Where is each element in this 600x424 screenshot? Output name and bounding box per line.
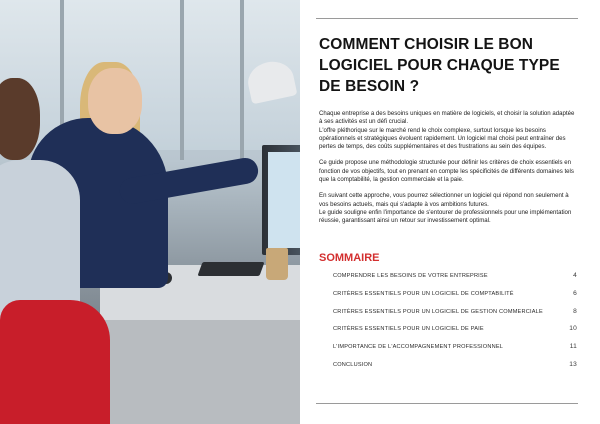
toc-label: COMPRENDRE LES BESOINS DE VOTRE ENTREPRISE	[333, 273, 488, 279]
intro-text	[319, 110, 577, 234]
table-of-contents	[333, 272, 577, 379]
window-mullion	[240, 0, 244, 160]
toc-label: L'IMPORTANCE DE L'ACCOMPAGNEMENT PROFESSIONNEL	[333, 344, 504, 351]
toc-page: 13	[569, 360, 577, 368]
intro-paragraph: Ce guide propose une méthodologie structurée pour définir les critères de choix essentiels en fonction de vos objectifs, tout en prenant en compte les spécificités de différents domaines tels que la comptabilité, la gestion commerciale et la paie.	[319, 159, 574, 184]
bottom-divider	[316, 403, 578, 404]
window-mullion	[180, 0, 184, 160]
intro-paragraph: Chaque entreprise a des besoins uniques en matière de logiciels, et choisir la solution adaptée à ses activités est un défi crucial. L'offre pléthorique sur le marché rend le choix complexe, surtout lorsque les besoins opérationnels et stratégiques évoluent rapidement. Un logiciel mal choisi peut entraîner des pertes de temps, des coûts supplémentaires et des frustrations au sein des équipes.	[319, 110, 575, 151]
toc-page: 4	[573, 272, 577, 279]
red-chair	[0, 300, 110, 424]
intro-paragraph: En suivant cette approche, vous pourrez sélectionner un logiciel qui répond non seulement à vos besoins actuels, mais qui s'adapte à vos ambitions futures. Le guide souligne enfin l'importance de s'entourer de professionnels pour une implémentation réussie, garantissant ainsi un retour sur investissement optimal.	[319, 192, 572, 225]
page-title: COMMENT CHOISIR LE BON LOGICIEL POUR CHAQUE TYPE DE BESOIN ?	[319, 36, 560, 95]
toc-item[interactable]	[333, 308, 577, 326]
toc-item[interactable]	[333, 272, 577, 290]
man-head	[0, 78, 40, 160]
keyboard	[197, 262, 264, 276]
toc-page: 10	[569, 325, 577, 333]
top-divider	[316, 18, 578, 19]
toc-item[interactable]	[333, 325, 577, 343]
monitor-screen	[268, 152, 300, 248]
toc-label: CRITÈRES ESSENTIELS POUR UN LOGICIEL DE GESTION COMMERCIALE	[333, 308, 543, 315]
toc-label: CRITÈRES ESSENTIELS POUR UN LOGICIEL DE PAIE	[333, 326, 484, 333]
toc-page: 11	[569, 343, 577, 351]
toc-label: CRITÈRES ESSENTIELS POUR UN LOGICIEL DE COMPTABILITÉ	[333, 290, 514, 297]
sommaire-heading: SOMMAIRE	[319, 252, 380, 264]
content-column	[316, 0, 580, 424]
toc-item[interactable]	[333, 290, 577, 308]
toc-page: 8	[573, 307, 577, 315]
coffee-cup	[266, 248, 288, 280]
woman-head	[88, 68, 142, 134]
toc-page: 6	[573, 289, 577, 297]
toc-item[interactable]	[333, 361, 577, 379]
toc-label: CONCLUSION	[333, 361, 373, 368]
toc-item[interactable]	[333, 343, 577, 361]
